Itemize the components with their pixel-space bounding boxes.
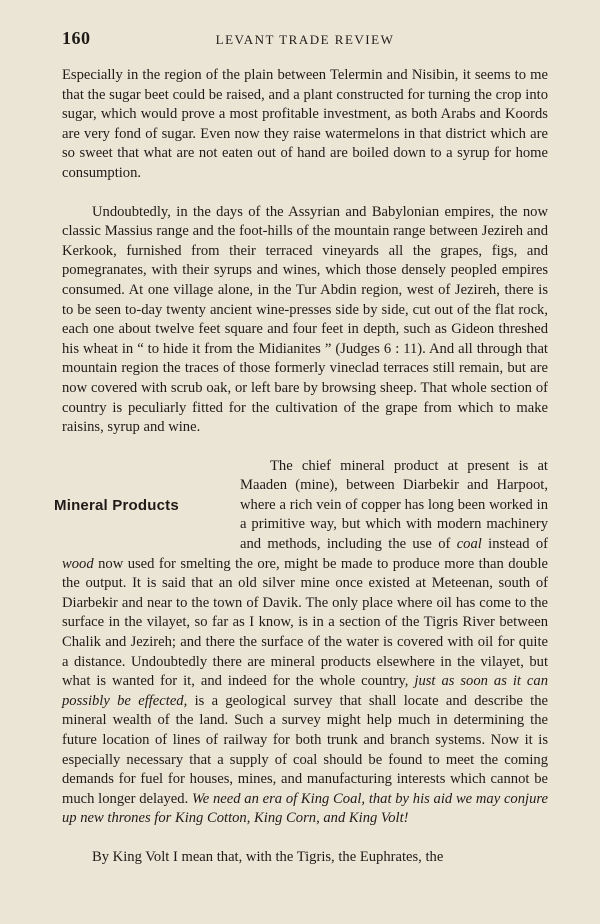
page-number: 160 — [62, 28, 91, 48]
paragraph-sugar-beet: Especially in the region of the plain between Telermin and Nisibin, it seems to me that the sugar beet could be raised, and a plant constructed for turning the crop into sugar, which would prove a most profitable investment, as both Arabs and Koords are very fond of sugar. Even now they raise watermelons in that district which are so sweet that what are not eaten out of hand are boiled down to a syrup for home consumption. — [62, 67, 548, 181]
paragraph-king-volt: By King Volt I mean that, with the Tigris, the Euphrates, the — [92, 848, 444, 865]
minerals-text-b: now used for smelting the ore, might be made to produce more than double the output. It is said that an old silver mine once existed at Meteenan, south of Diarbekir and near to the town of Davik. The only place where oil has come to the surface in the vilayet, so far as I know, is in a section of the Tigris River between Chalik and Jezireh; and there the surface of the water is covered with oil for quite a distance. Undoubtedly there are mineral products elsewhere in the vilayet, but what is wanted for it, and indeed for the whole country, — [62, 555, 548, 690]
minerals-text-c: is a geological survey that shall locate and describe the mineral wealth of the land. Such a survey might help much in determining the future location of lines of railway for both trunk and branch systems. Now it is especially necessary that a supply of coal should be found to meet the coming demands for fuel for houses, mines, and manufacturing interests which cannot be much longer delayed. — [62, 692, 548, 807]
minerals-text-a: instead of — [488, 536, 548, 553]
body-text — [54, 66, 548, 868]
paragraph-vineyards: Undoubtedly, in the days of the Assyrian and Babylonian empires, the now classic Massius range and the foot-hills of the mountain range between Jezireh and Kerkook, furnished from their terraced vineyards all the grapes, figs, and pomegranates, with their syrups and wines, which those densely peopled empires consumed. At one village alone, in the Tur Abdin region, west of Jezireh, there is to be seen to-day twenty ancient wine-presses side by side, cut out of the flat rock, each one about twelve feet square and four feet in depth, such as Gideon threshed his wheat in “ to hide it from the Midianites ” (Judges 6 : 11). And all through that mountain region the traces of those formerly vineclad terraces still remain, but are now covered with scrub oak, or left bare by browsing sheep. That whole section of country is peculiarly fitted for the cultivation of the grape from which to make raisins, syrup and wine. — [62, 203, 548, 436]
minerals-text-start: The chief mineral product at present is at Maaden (mine), between Diarbekir and Harpoot, where a rich vein of copper has long been worked in a primitive way, but which with modern machinery and methods, including the use of — [240, 457, 548, 553]
page-header — [62, 28, 548, 50]
mineral-section — [54, 457, 548, 829]
paragraph-minerals — [54, 457, 548, 829]
coal-italic: coal — [456, 536, 482, 553]
sidehead-mineral-products: Mineral Products — [54, 496, 179, 514]
running-head: LEVANT TRADE REVIEW — [215, 32, 395, 47]
king-coal-italic: We need an era of King Coal, that by his aid we may conjure up new thrones for King Cotton, King Corn, and King Volt! — [62, 790, 548, 827]
wood-italic: wood — [62, 555, 94, 572]
survey-italic: just as soon as it can possibly be effected, — [62, 673, 548, 709]
